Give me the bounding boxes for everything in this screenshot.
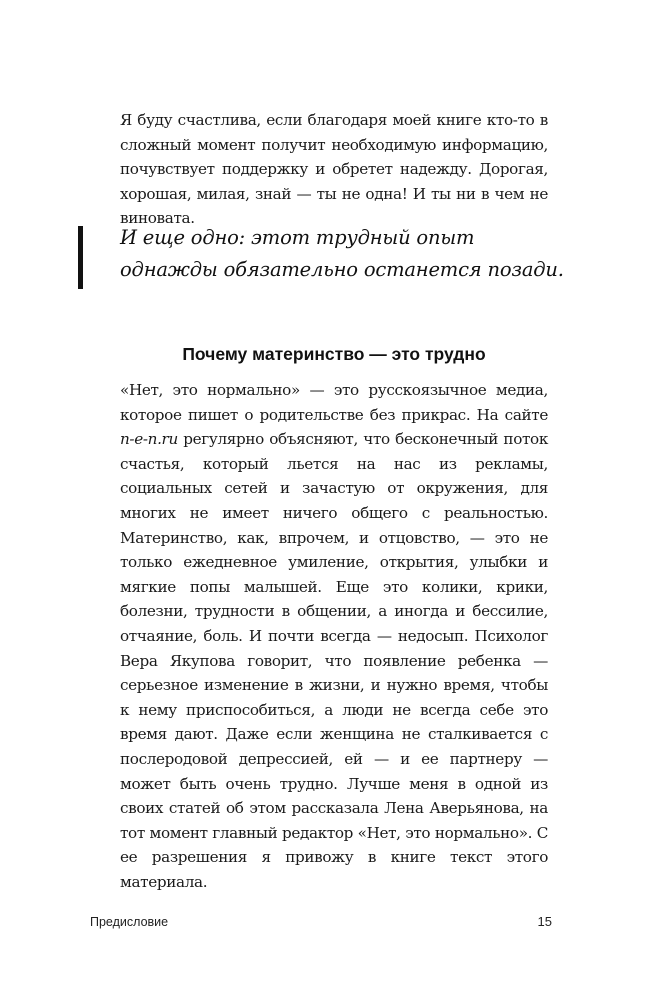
body-text-part-1: «Нет, это нормально» — это русскоязычное медиа, которое пишет о родительстве без прикрас. На сайте <box>120 381 548 424</box>
section-heading: Почему материнство — это трудно <box>182 344 486 364</box>
running-footer-title: Предисловие <box>90 915 169 929</box>
intro-paragraph: Я буду счастлива, если благодаря моей книге кто-то в сложный момент получит необходимую информацию, почувствует поддержку и обретет надежду. Дорогая, хорошая, милая, знай — ты не одна! И ты ни в чем не виновата. <box>120 111 548 228</box>
body-text-part-2: регулярно объясняют, что бесконечный поток счастья, который льется на нас из рекламы, социальных сетей и зачастую от окружения, для многих не имеет ничего общего с реальностью. Материнство, как, впрочем, и отцовство, — это не только ежедневное умиление, открытия, улыбки и мягкие попы малышей. Еще это колики, крики, болезни, трудности в общении, а иногда и бессилие, отчаяние, боль. И почти всегда — недосып. Психолог Вера Якупова говорит, что появление ребенка — серьезное изменение в жизни, и нужно время, чтобы к нему приспособиться, а люди не всегда себе это время дают. Даже если женщина не сталкивается с послеродовой депрессией, ей — и ее партнеру — может быть очень трудно. Лучше меня в одной из своих статей об этом рассказала Лена Аверьянова, на тот момент главный редактор «Нет, это нормально». С ее разрешения я привожу в книге текст этого материала. <box>120 430 548 891</box>
pull-quote: И еще одно: этот трудный опыт однажды обязательно останется позади. <box>120 226 564 281</box>
page-number: 15 <box>537 914 552 929</box>
body-paragraph <box>120 378 548 894</box>
quote-bar <box>78 226 83 289</box>
site-name: n-e-n.ru <box>120 430 178 449</box>
